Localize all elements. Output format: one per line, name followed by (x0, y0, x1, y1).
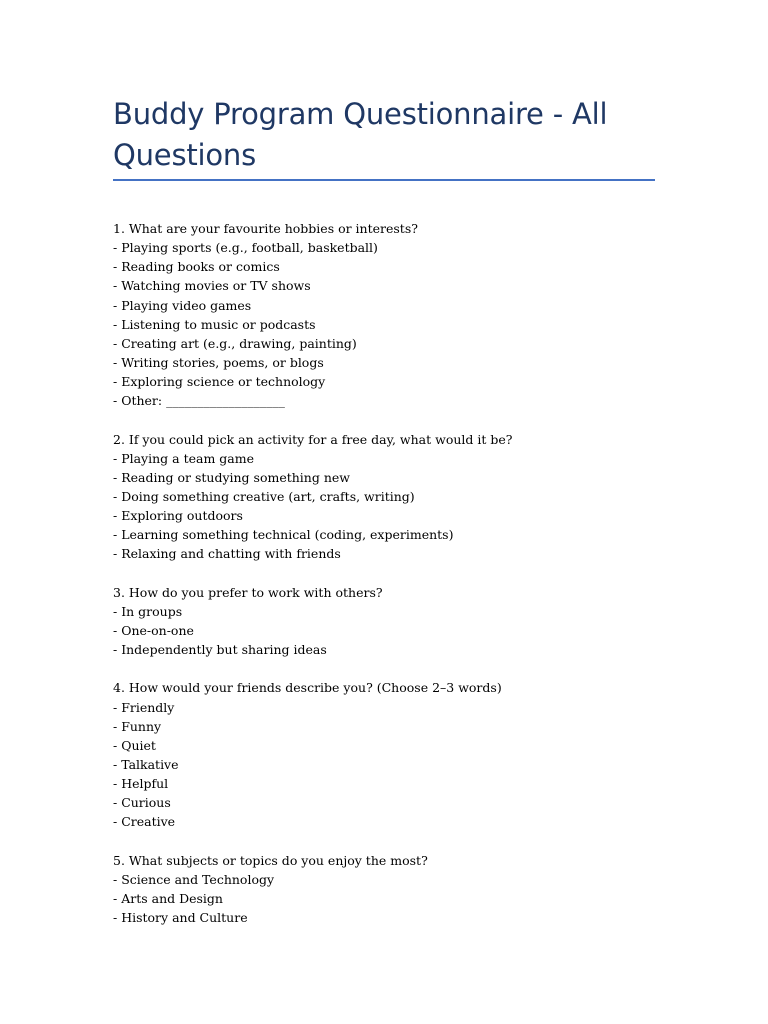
question-block (113, 583, 673, 660)
questionnaire-body (113, 219, 673, 927)
paragraph-gap (113, 410, 673, 429)
answer-option: - Doing something creative (art, crafts, writing) (113, 488, 415, 504)
answer-option: - Independently but sharing ideas (113, 642, 327, 658)
answer-option: - Relaxing and chatting with friends (113, 546, 341, 562)
answer-option: - Listening to music or podcasts (113, 316, 316, 332)
answer-option: - Creating art (e.g., drawing, painting) (113, 335, 357, 351)
answer-option: - Curious (113, 795, 171, 811)
paragraph-gap (113, 659, 673, 678)
answer-option: - Playing a team game (113, 450, 254, 466)
answer-option: - History and Culture (113, 910, 248, 926)
answer-option: - Creative (113, 814, 176, 830)
answer-option: - Reading or studying something new (113, 469, 350, 485)
answer-option: - Playing video games (113, 297, 252, 313)
question-text: 1. What are your favourite hobbies or interests? (113, 221, 418, 236)
answer-option: - Arts and Design (113, 890, 223, 906)
title-underline (113, 179, 655, 181)
question-text: 3. How do you prefer to work with others? (113, 584, 383, 600)
question-block (113, 851, 673, 928)
answer-option: - Talkative (113, 756, 179, 772)
answer-option: - Watching movies or TV shows (113, 278, 311, 294)
question-block (113, 430, 673, 564)
answer-option: - Funny (113, 718, 162, 734)
question-text: 2. If you could pick an activity for a free day, what would it be? (113, 431, 513, 447)
answer-option: - Other: ___________________ (113, 393, 285, 409)
document-title: Buddy Program Questionnaire - All Questions (113, 97, 608, 172)
answer-option: - Writing stories, poems, or blogs (113, 354, 324, 370)
answer-option: - Helpful (113, 776, 169, 792)
paragraph-gap (113, 564, 673, 583)
answer-option: - Reading books or comics (113, 259, 280, 275)
answer-option: - Friendly (113, 699, 175, 715)
answer-option: - Quiet (113, 737, 156, 753)
answer-option: - Learning something technical (coding, experiments) (113, 527, 454, 543)
answer-option: - One-on-one (113, 622, 194, 638)
answer-option: - In groups (113, 603, 183, 619)
question-text: 4. How would your friends describe you? (Choose 2–3 words) (113, 680, 502, 696)
paragraph-gap (113, 832, 673, 851)
answer-option: - Exploring science or technology (113, 374, 326, 390)
question-block (113, 678, 673, 831)
answer-option: - Exploring outdoors (113, 508, 243, 524)
question-text: 5. What subjects or topics do you enjoy the most? (113, 852, 428, 868)
question-block (113, 219, 673, 410)
answer-option: - Science and Technology (113, 871, 275, 887)
answer-option: - Playing sports (e.g., football, basketball) (113, 240, 378, 256)
